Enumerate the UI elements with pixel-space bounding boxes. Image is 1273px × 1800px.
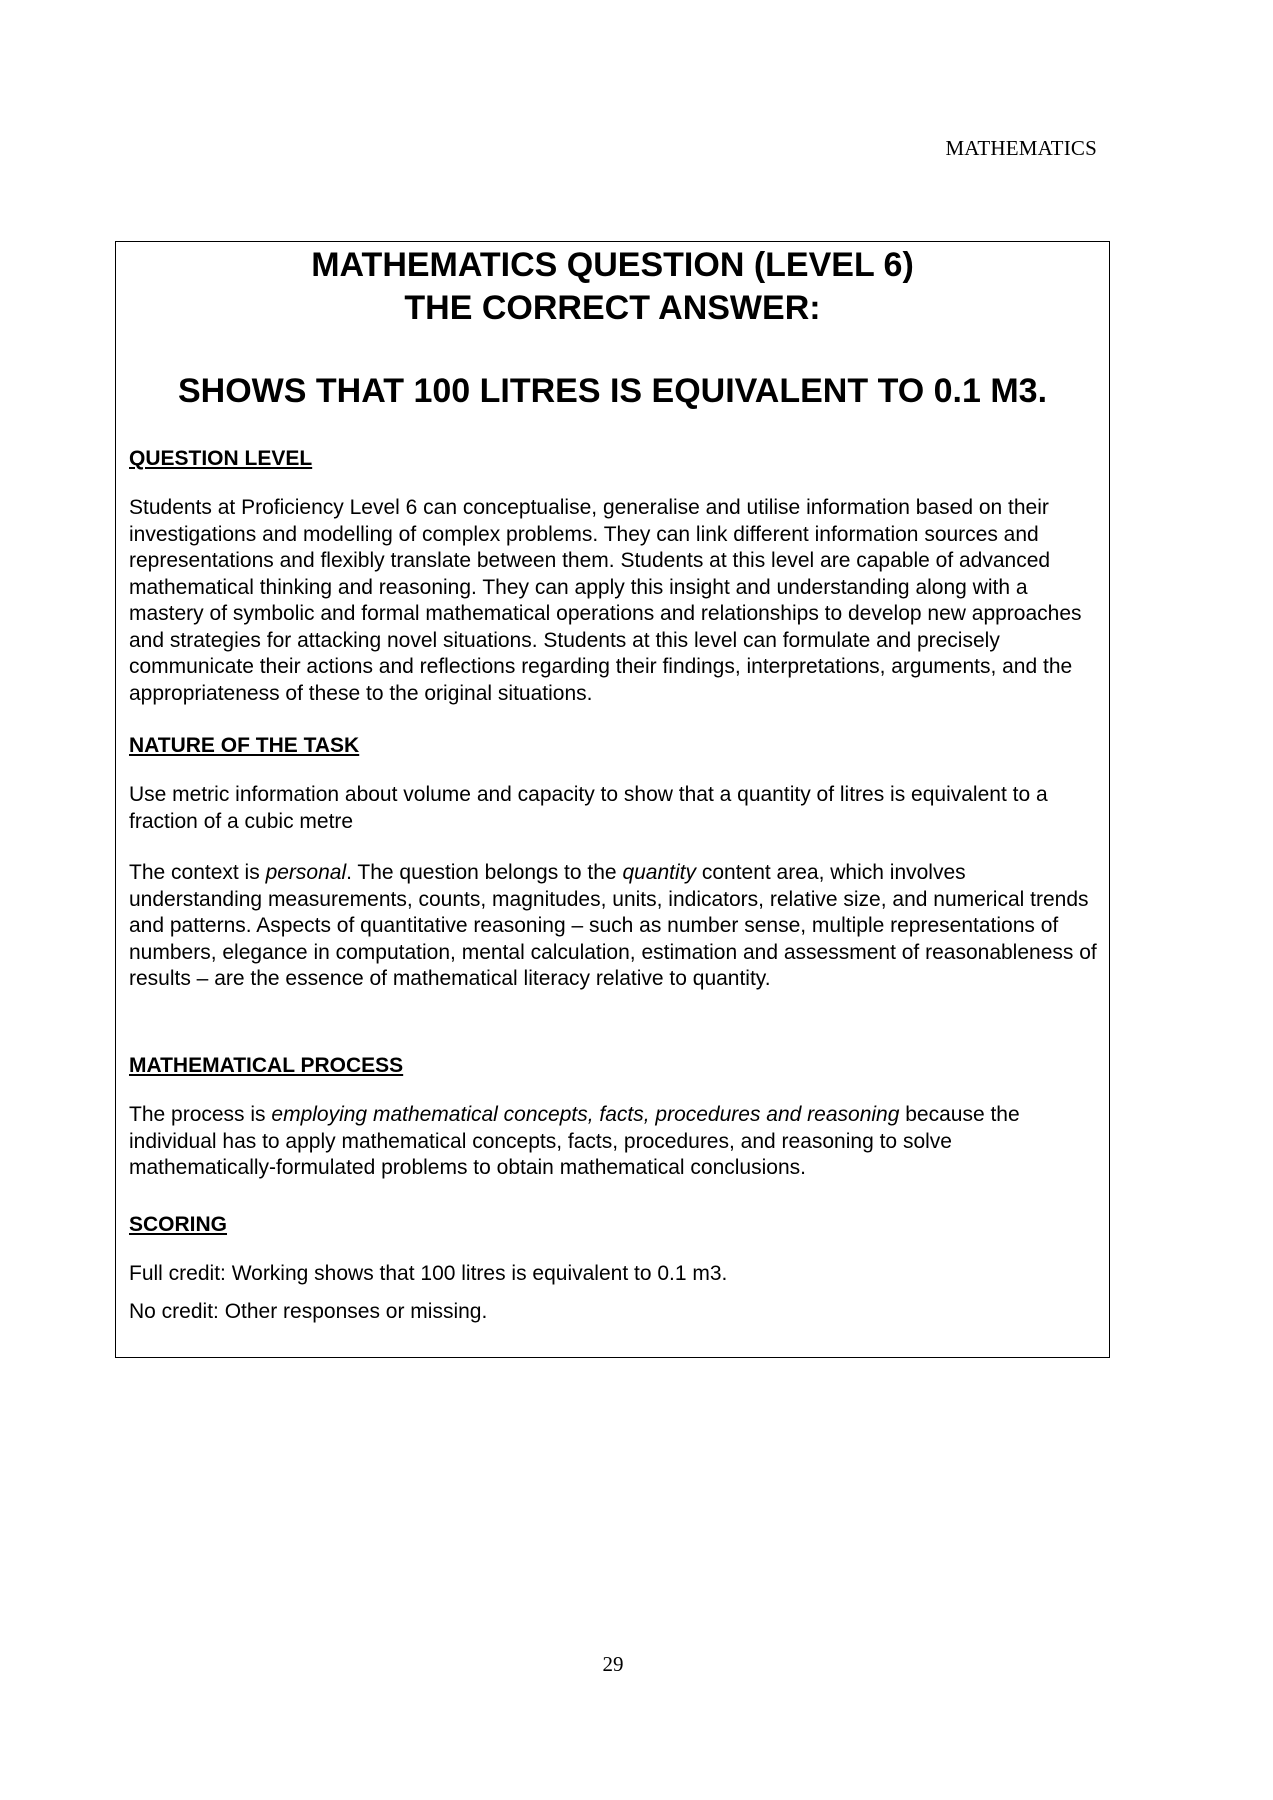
nature-of-task-text: Use metric information about volume and capacity to show that a quantity of litres is equivalent to a fraction of a cubic metre (129, 783, 1048, 833)
question-level-text: Students at Proficiency Level 6 can conceptualise, generalise and utilise information based on their investigations and modelling of complex problems. They can link different information sources and representations and flexibly translate between them. Students at this level are capable of advanced mathematical thinking and reasoning. They can apply this insight and understanding along with a mastery of symbolic and formal mathematical operations and relationships to develop new approaches and strategies for attacking novel situations. Students at this level can formulate and precisely communicate their actions and reflections regarding their findings, interpretations, arguments, and the appropriateness of these to the original situations. (129, 496, 1082, 705)
no-credit-text: No credit: Other responses or missing. (129, 1300, 488, 1323)
page-number: 29 (602, 1652, 624, 1676)
mathematical-process-heading: MATHEMATICAL PROCESS (129, 1054, 404, 1077)
process-value: employing mathematical concepts, facts, procedures and reasoning (271, 1103, 900, 1126)
box-title (116, 244, 1109, 330)
question-level-heading: QUESTION LEVEL (129, 447, 313, 470)
nature-of-task-heading: NATURE OF THE TASK (129, 734, 360, 757)
box-title-line1: MATHEMATICS QUESTION (LEVEL 6) (311, 246, 914, 284)
answer-headline: SHOWS THAT 100 LITRES IS EQUIVALENT TO 0.1 M3. (177, 372, 1048, 410)
answer-box (115, 241, 1110, 1358)
running-header: MATHEMATICS (945, 136, 1097, 160)
scoring-heading: SCORING (129, 1213, 228, 1236)
content-area-value: quantity (622, 861, 696, 884)
full-credit-text: Full credit: Working shows that 100 litres is equivalent to 0.1 m3. (129, 1262, 728, 1285)
nature-of-task-context: The context is personal. The question belongs to the quantity content area, which involves understanding measurements, counts, magnitudes, units, indicators, relative size, and numerical trends and patterns. Aspects of quantitative reasoning – such as number sense, multiple representations of numbers, elegance in computation, mental calculation, estimation and assessment of reasonableness of results – are the essence of mathematical literacy relative to quantity. (129, 861, 1097, 990)
box-title-line2: THE CORRECT ANSWER: (404, 289, 821, 327)
mathematical-process-text: The process is employing mathematical concepts, facts, procedures and reasoning because the individual has to apply mathematical concepts, facts, procedures, and reasoning to solve mathematically-formulated problems to obtain mathematical conclusions. (129, 1103, 1020, 1179)
context-value: personal (265, 861, 347, 884)
